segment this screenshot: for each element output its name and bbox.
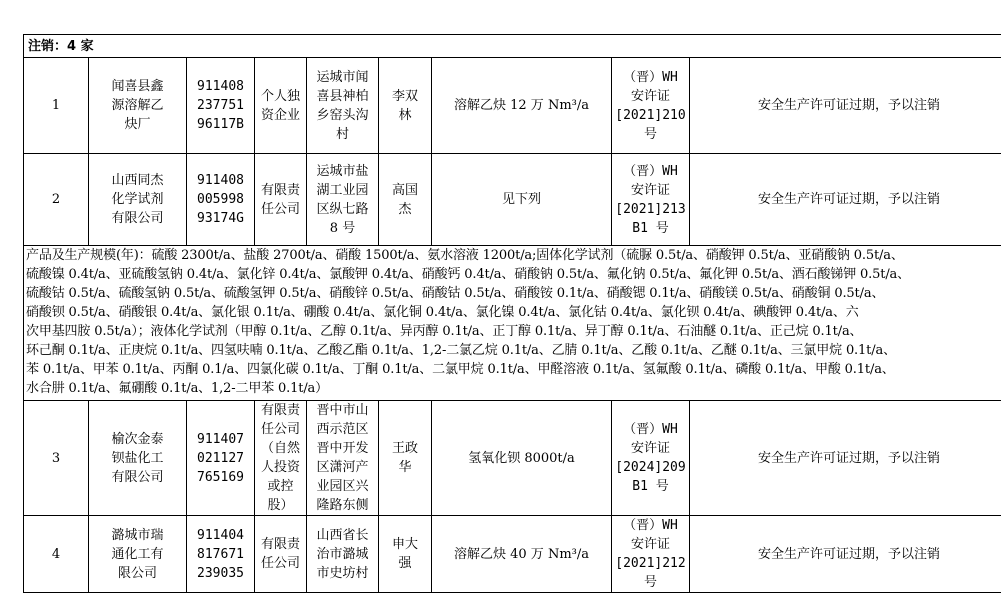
license-number: （晋）WH 安许证 [2024]209 B1 号 xyxy=(612,401,690,516)
company-name: 榆次金泰 钡盐化工 有限公司 xyxy=(89,401,187,516)
legal-person: 申大 强 xyxy=(379,516,432,593)
table-header-row xyxy=(24,35,1001,58)
row-number: 1 xyxy=(24,58,89,154)
production-scale: 氢氧化钡 8000t/a xyxy=(432,401,612,516)
table-row xyxy=(24,401,1001,516)
production-scale: 溶解乙炔 12 万 Nm³/a xyxy=(432,58,612,154)
company-address: 晋中市山 西示范区 晋中开发 区潇河产 业园区兴 隆路东侧 xyxy=(307,401,379,516)
legal-person: 李双 林 xyxy=(379,58,432,154)
license-number: （晋）WH 安许证 [2021]213 B1 号 xyxy=(612,154,690,246)
company-address: 运城市闻 喜县神柏 乡窑头沟 村 xyxy=(307,58,379,154)
legal-person: 高国 杰 xyxy=(379,154,432,246)
credit-code: 911407 021127 765169 xyxy=(187,401,255,516)
deregistration-reason: 安全生产许可证过期，予以注销 xyxy=(690,154,1001,246)
deregistration-reason: 安全生产许可证过期，予以注销 xyxy=(690,516,1001,593)
company-type: 有限责 任公司 xyxy=(255,516,307,593)
production-scale: 溶解乙炔 40 万 Nm³/a xyxy=(432,516,612,593)
company-type: 有限责 任公司 xyxy=(255,154,307,246)
company-name: 潞城市瑞 通化工有 限公司 xyxy=(89,516,187,593)
company-name: 山西同杰 化学试剂 有限公司 xyxy=(89,154,187,246)
products-row xyxy=(24,246,1001,401)
company-type: 个人独 资企业 xyxy=(255,58,307,154)
license-number: （晋）WH 安许证 [2021]210 号 xyxy=(612,58,690,154)
production-scale: 见下列 xyxy=(432,154,612,246)
deregistration-table xyxy=(23,34,1001,593)
license-number: （晋）WH 安许证 [2021]212 号 xyxy=(612,516,690,593)
table-row xyxy=(24,516,1001,593)
company-type: 有限责 任公司 （自然 人投资 或控 股） xyxy=(255,401,307,516)
deregistration-reason: 安全生产许可证过期，予以注销 xyxy=(690,401,1001,516)
credit-code: 911408 237751 96117B xyxy=(187,58,255,154)
row-number: 3 xyxy=(24,401,89,516)
company-address: 运城市盐 湖工业园 区纵七路 8 号 xyxy=(307,154,379,246)
products-note: 产品及生产规模(年)：硫酸 2300t/a、盐酸 2700t/a、硝酸 1500t/a、氨水溶液 1200t/a;固体化学试剂（硫脲 0.5t/a、硝酸钾 0.5t/a、亚硝酸钠 0.5t/a、 硫酸镍 0.4t/a、亚硫酸氢钠 0.4t/a、氯化锌 0.4t/a、氯酸钾 0.4t/a、硝酸钙 0.4t/a、硝酸钠 0.5t/a、氟化钠 0.5t/a、氟化钾 0.5t/a、酒石酸锑钾 0.5t/a、 硫酸钴 0.5t/a、硫酸氢钠 0.5t/a、硫酸氢钾 0.5t/a、硝酸锌 0.5t/a、硝酸钴 0.5t/a、硝酸铵 0.1t/a、硝酸锶 0.1t/a、硝酸镁 0.5t/a、硝酸铜 0.5t/a、 硝酸钡 0.5t/a、硝酸银 0.4t/a、氯化银 0.1t/a、硼酸 0.4t/a、氯化铜 0.4t/a、氯化镍 0.4t/a、氯化钴 0.4t/a、氯化钡 0.4t/a、碘酸钾 0.4t/a、六 次甲基四胺 0.5t/a）；液体化学试剂（甲醇 0.1t/a、乙醇 0.1t/a、异丙醇 0.1t/a、正丁醇 0.1t/a、异丁醇 0.1t/a、石油醚 0.1t/a、正己烷 0.1t/a、 环己酮 0.1t/a、正庚烷 0.1t/a、四氢呋喃 0.1t/a、乙酸乙酯 0.1t/a、1,2-二氯乙烷 0.1t/a、乙腈 0.1t/a、乙酸 0.1t/a、乙醚 0.1t/a、三氯甲烷 0.1t/a、 苯 0.1t/a、甲苯 0.1t/a、丙酮 0.1/a、四氯化碳 0.1t/a、丁酮 0.1t/a、二氯甲烷 0.1t/a、甲醛溶液 0.1t/a、氢氟酸 0.1t/a、磷酸 0.1t/a、甲酸 0.1t/a、 水合肼 0.1t/a、氟硼酸 0.1t/a、1,2-二甲苯 0.1t/a） xyxy=(24,246,1001,401)
row-number: 2 xyxy=(24,154,89,246)
company-name: 闻喜县鑫 源溶解乙 炔厂 xyxy=(89,58,187,154)
table-row xyxy=(24,58,1001,154)
legal-person: 王政 华 xyxy=(379,401,432,516)
row-number: 4 xyxy=(24,516,89,593)
credit-code: 911404 817671 239035 xyxy=(187,516,255,593)
section-title: 注销：4 家 xyxy=(24,35,1001,58)
credit-code: 911408 005998 93174G xyxy=(187,154,255,246)
deregistration-reason: 安全生产许可证过期，予以注销 xyxy=(690,58,1001,154)
company-address: 山西省长 治市潞城 市史坊村 xyxy=(307,516,379,593)
table-row xyxy=(24,154,1001,246)
